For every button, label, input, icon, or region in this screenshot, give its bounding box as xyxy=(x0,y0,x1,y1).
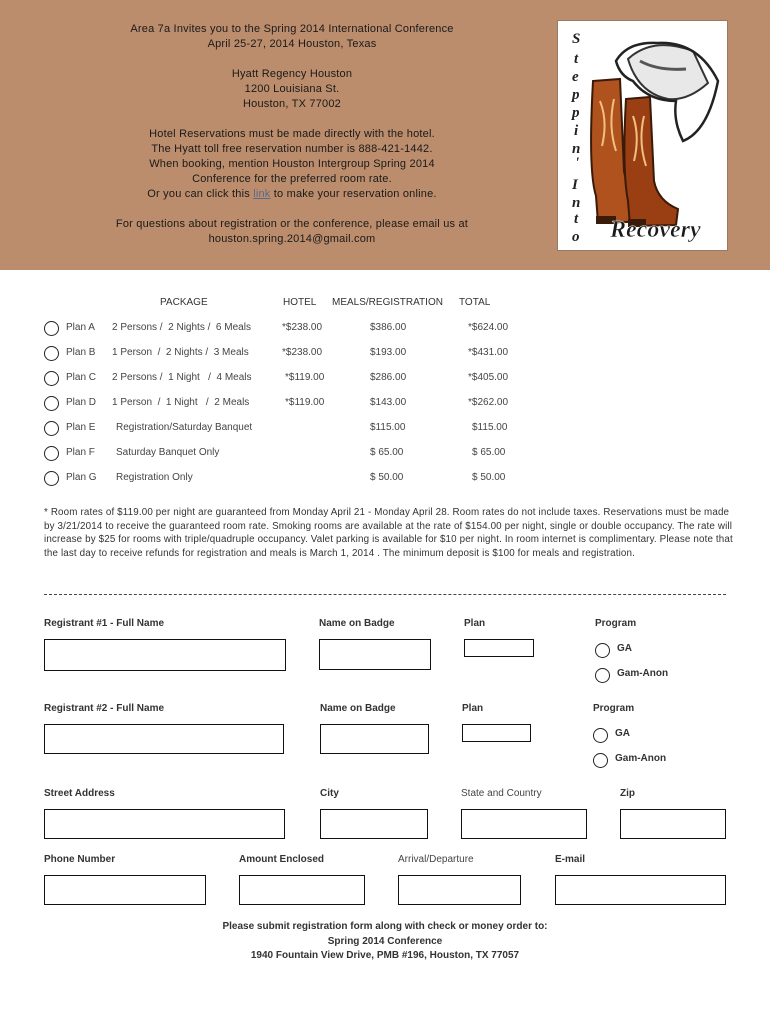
registrant1-plan-field[interactable] xyxy=(464,639,534,657)
plan-label: Plan B xyxy=(66,347,96,358)
package-desc: 1 Person / 2 Nights / 3 Meals xyxy=(112,347,249,358)
hotel-street: 1200 Louisiana St. xyxy=(244,83,340,95)
svg-text:o: o xyxy=(572,229,580,245)
footer-line: Spring 2014 Conference xyxy=(327,935,443,947)
amount-label: Amount Enclosed xyxy=(239,854,325,865)
total-price: *$262.00 xyxy=(468,397,509,408)
package-desc: 2 Persons / 1 Night / 4 Meals xyxy=(112,372,252,383)
svg-text:t: t xyxy=(574,51,579,67)
cowboy-boot-icon xyxy=(624,97,678,227)
meals-price: $143.00 xyxy=(370,397,407,408)
registrant1-plan-label: Plan xyxy=(464,618,486,629)
plan-radio[interactable] xyxy=(44,396,59,411)
registrant2-badge-label: Name on Badge xyxy=(320,703,396,714)
meals-price: $386.00 xyxy=(370,322,407,333)
city-field[interactable] xyxy=(320,809,428,839)
svg-text:p: p xyxy=(572,87,580,103)
arrival-field[interactable] xyxy=(398,875,521,905)
col-total: TOTAL xyxy=(459,297,491,308)
zip-field[interactable] xyxy=(620,809,726,839)
svg-text:I: I xyxy=(572,177,578,193)
room-rate-note: * Room rates of $119.00 per night are guaranteed from Monday April 21 - Monday April 28. Room rates do not include taxes. Reservations must be made by 3/21/2014 to receive the guaranteed room rate. Smoking rooms are available at the rate of $154.00 per night, single or double occupancy. The rate will increase by $25 for rooms with triple/quadruple occupancy. Valet parking is available for $10 per night. In room internet is complimentary. Please note that the last day to receive refunds for registration and meals is March 1, 2014 . The minimum deposit is $100 for meals and registration. xyxy=(44,507,733,559)
email-field[interactable] xyxy=(555,875,726,905)
header-banner xyxy=(0,0,770,270)
registrant2-plan-field[interactable] xyxy=(462,724,531,742)
svg-text:i: i xyxy=(574,123,579,139)
hotel-price: *$119.00 xyxy=(285,397,325,408)
header-text xyxy=(80,22,504,247)
header-line: The Hyatt toll free reservation number is 888-421-1442. xyxy=(151,143,433,155)
header-line: April 25-27, 2014 Houston, Texas xyxy=(207,38,377,50)
total-price: *$624.00 xyxy=(468,322,509,333)
cut-line xyxy=(44,594,726,595)
header-line: Conference for the preferred room rate. xyxy=(192,173,392,185)
hotel-price: *$238.00 xyxy=(282,322,323,333)
meals-price: $ 65.00 xyxy=(370,447,404,458)
plan-radio[interactable] xyxy=(44,421,59,436)
steppin-into-recovery-logo xyxy=(557,20,728,251)
hotel-price: *$238.00 xyxy=(282,347,323,358)
city-label: City xyxy=(320,788,339,799)
plan-label: Plan C xyxy=(66,372,97,383)
svg-text:t: t xyxy=(574,211,579,227)
plan-radio[interactable] xyxy=(44,471,59,486)
footer-line: 1940 Fountain View Drive, PMB #196, Houston, TX 77057 xyxy=(250,950,520,961)
plan-label: Plan F xyxy=(66,447,95,458)
registrant2-plan-label: Plan xyxy=(462,703,484,714)
registrant1-name-label: Registrant #1 - Full Name xyxy=(44,618,165,629)
header-link-line: Or you can click this link to make your reservation online. xyxy=(147,188,437,200)
meals-price: $115.00 xyxy=(370,422,406,433)
registrant1-gamanon-label: Gam-Anon xyxy=(617,668,669,679)
svg-text:n: n xyxy=(572,141,581,157)
col-hotel: HOTEL xyxy=(283,297,317,308)
registrant2-badge-field[interactable] xyxy=(320,724,429,754)
state-field[interactable] xyxy=(461,809,587,839)
registrant2-gamanon-label: Gam-Anon xyxy=(615,753,667,764)
plan-radio[interactable] xyxy=(44,346,59,361)
arrival-label: Arrival/Departure xyxy=(398,854,474,865)
total-price: $ 50.00 xyxy=(472,472,506,483)
registrant1-ga-label: GA xyxy=(617,643,632,654)
hotel-price: *$119.00 xyxy=(285,372,325,383)
registrant2-name-field[interactable] xyxy=(44,724,284,754)
col-package: PACKAGE xyxy=(160,297,208,308)
reservation-link[interactable]: link xyxy=(253,188,271,200)
meals-price: $193.00 xyxy=(370,347,407,358)
col-meals: MEALS/REGISTRATION xyxy=(332,297,443,308)
street-label: Street Address xyxy=(44,788,115,799)
logo-word: Recovery xyxy=(610,217,701,243)
package-desc: 1 Person / 1 Night / 2 Meals xyxy=(112,397,250,408)
plan-radio[interactable] xyxy=(44,321,59,336)
package-desc: Saturday Banquet Only xyxy=(116,447,220,458)
hotel-city: Houston, TX 77002 xyxy=(243,98,341,110)
header-line: Area 7a Invites you to the Spring 2014 International Conference xyxy=(130,23,454,35)
meals-price: $286.00 xyxy=(370,372,407,383)
plan-radio[interactable] xyxy=(44,371,59,386)
registrant2-ga-label: GA xyxy=(615,728,630,739)
registrant1-ga-radio[interactable] xyxy=(595,643,610,658)
svg-text:p: p xyxy=(572,105,580,121)
registrant1-gamanon-radio[interactable] xyxy=(595,668,610,683)
registrant1-name-field[interactable] xyxy=(44,639,286,671)
plan-label: Plan E xyxy=(66,422,96,433)
plan-label: Plan D xyxy=(66,397,97,408)
svg-text:': ' xyxy=(575,155,580,171)
total-price: $115.00 xyxy=(472,422,508,433)
plan-label: Plan A xyxy=(66,322,95,333)
registrant2-gamanon-radio[interactable] xyxy=(593,753,608,768)
package-desc: Registration/Saturday Banquet xyxy=(116,422,253,433)
footer-line: Please submit registration form along with check or money order to: xyxy=(222,921,548,932)
plan-radio[interactable] xyxy=(44,446,59,461)
hotel-name: Hyatt Regency Houston xyxy=(231,68,353,80)
zip-label: Zip xyxy=(620,788,635,799)
registrant2-name-label: Registrant #2 - Full Name xyxy=(44,703,165,714)
registrant1-badge-field[interactable] xyxy=(319,639,431,670)
header-line: Hotel Reservations must be made directly with the hotel. xyxy=(149,128,435,140)
package-desc: Registration Only xyxy=(116,472,193,483)
email-label: E-mail xyxy=(555,854,586,865)
registrant1-badge-label: Name on Badge xyxy=(319,618,395,629)
registrant1-program-label: Program xyxy=(595,618,637,629)
contact-email: houston.spring.2014@gmail.com xyxy=(208,233,376,245)
svg-text:n: n xyxy=(572,195,581,211)
registrant2-program-label: Program xyxy=(593,703,635,714)
phone-field[interactable] xyxy=(44,875,206,905)
total-price: *$431.00 xyxy=(468,347,509,358)
header-line: For questions about registration or the conference, please email us at xyxy=(115,218,469,230)
mailing-instructions xyxy=(130,920,640,964)
state-label: State and Country xyxy=(461,788,542,799)
street-field[interactable] xyxy=(44,809,285,839)
registrant2-ga-radio[interactable] xyxy=(593,728,608,743)
total-price: $ 65.00 xyxy=(472,447,506,458)
amount-field[interactable] xyxy=(239,875,365,905)
phone-label: Phone Number xyxy=(44,854,116,865)
total-price: *$405.00 xyxy=(468,372,509,383)
meals-price: $ 50.00 xyxy=(370,472,404,483)
svg-text:S: S xyxy=(572,31,581,47)
package-desc: 2 Persons / 2 Nights / 6 Meals xyxy=(112,322,251,333)
header-line: When booking, mention Houston Intergroup Spring 2014 xyxy=(149,158,435,170)
svg-text:e: e xyxy=(572,69,579,85)
plan-label: Plan G xyxy=(66,472,97,483)
